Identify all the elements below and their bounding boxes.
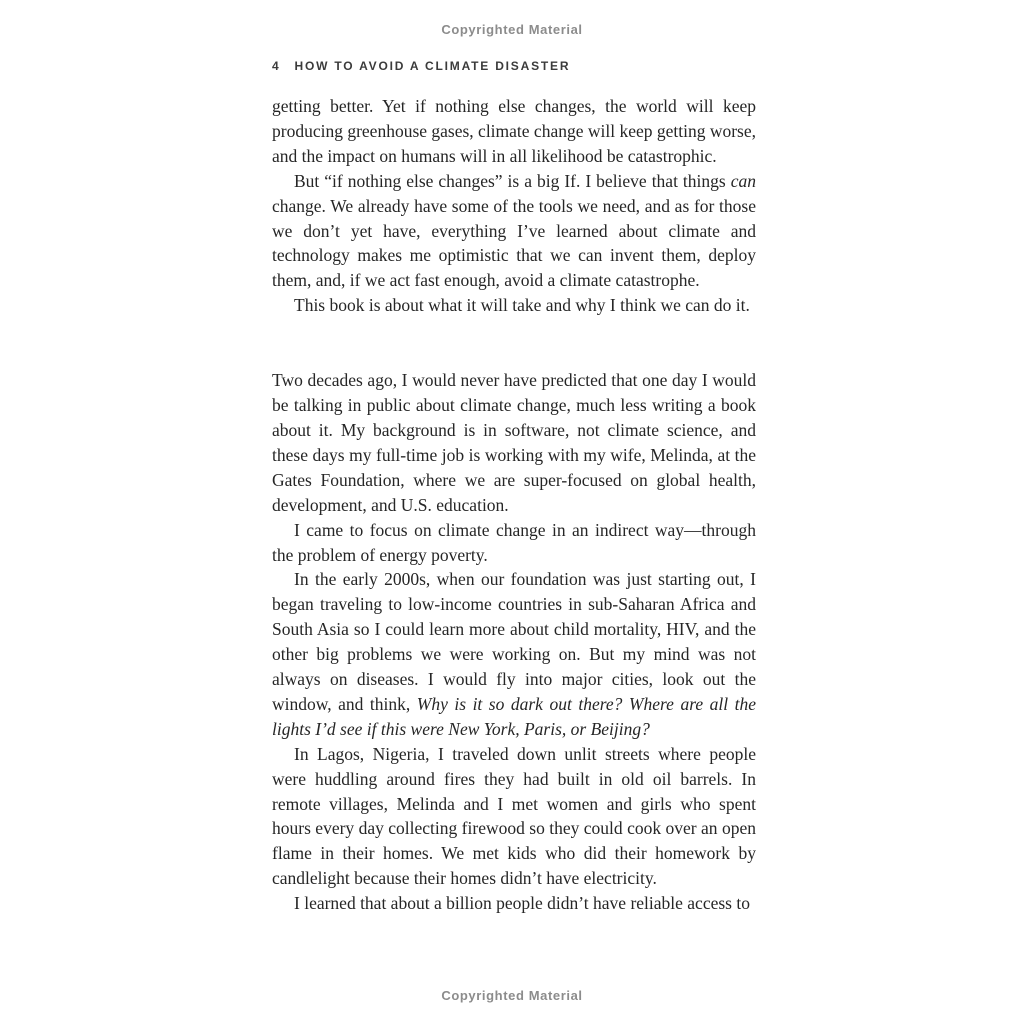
paragraph-7-text: In Lagos, Nigeria, I traveled down unlit streets where people were huddling around fires they had built in old oil barrels. In remote villages, Melinda and I met women and girls who spent hours every day collecting firewood so they could cook over an open flame in their homes. We met kids who did their homework by candlelight because their homes didn’t have electricity. (272, 743, 756, 889)
paragraph-6 (272, 567, 756, 741)
paragraph-7 (272, 742, 756, 891)
running-title: HOW TO AVOID A CLIMATE DISASTER (294, 59, 571, 73)
body-text-column (272, 94, 756, 916)
paragraph-2-text-cont: change. We already have some of the tools we need, and as for those we don’t yet have, everything I’ve learned about climate and technology makes me optimistic that we can invent them, deploy them, and, if we act fast enough, avoid a climate catastrophe. (272, 195, 756, 291)
paragraph-2 (272, 169, 756, 294)
copyright-notice-top: Copyrighted Material (441, 22, 583, 37)
paragraph-8 (272, 891, 756, 916)
paragraph-6-text: In the early 2000s, when our foundation was just starting out, I began traveling to low-income countries in sub-Saharan Africa and South Asia so I could learn more about child mortality, HIV, and the other big problems we were working on. But my mind was not always on diseases. I would fly into major cities, look out the window, and think, (272, 569, 756, 714)
paragraph-5 (272, 518, 756, 568)
page-number: 4 (272, 59, 281, 73)
paragraph-4-text: Two decades ago, I would never have predicted that one day I would be talking in public about climate change, much less writing a book about it. My background is in software, not climate science, and these days my full-time job is working with my wife, Melinda, at the Gates Foundation, where we are super-focused on global health, development, and U.S. education. (272, 370, 756, 515)
copyright-notice-bottom: Copyrighted Material (441, 988, 583, 1003)
paragraph-2-italic-text: can (730, 170, 756, 191)
paragraph-3 (272, 293, 756, 318)
section-break (272, 318, 756, 368)
paragraph-6-italic-text: Why is it so dark out there? Where are all the lights I’d see if this were New York, Paris, or Beijing? (272, 693, 756, 739)
running-head (272, 59, 756, 73)
paragraph-3-text: This book is about what it will take and why I think we can do it. (294, 295, 750, 316)
paragraph-1 (272, 94, 756, 169)
paragraph-1-text: getting better. Yet if nothing else changes, the world will keep producing greenhouse gases, climate change will keep getting worse, and the impact on humans will in all likelihood be catastrophic. (272, 96, 757, 166)
paragraph-4 (272, 368, 756, 517)
paragraph-2-text: But “if nothing else changes” is a big If. I believe that things (294, 170, 731, 191)
paragraph-5-text: I came to focus on climate change in an indirect way—through the problem of energy poverty. (272, 519, 756, 565)
paragraph-8-text: I learned that about a billion people didn’t have reliable access to (294, 893, 750, 914)
